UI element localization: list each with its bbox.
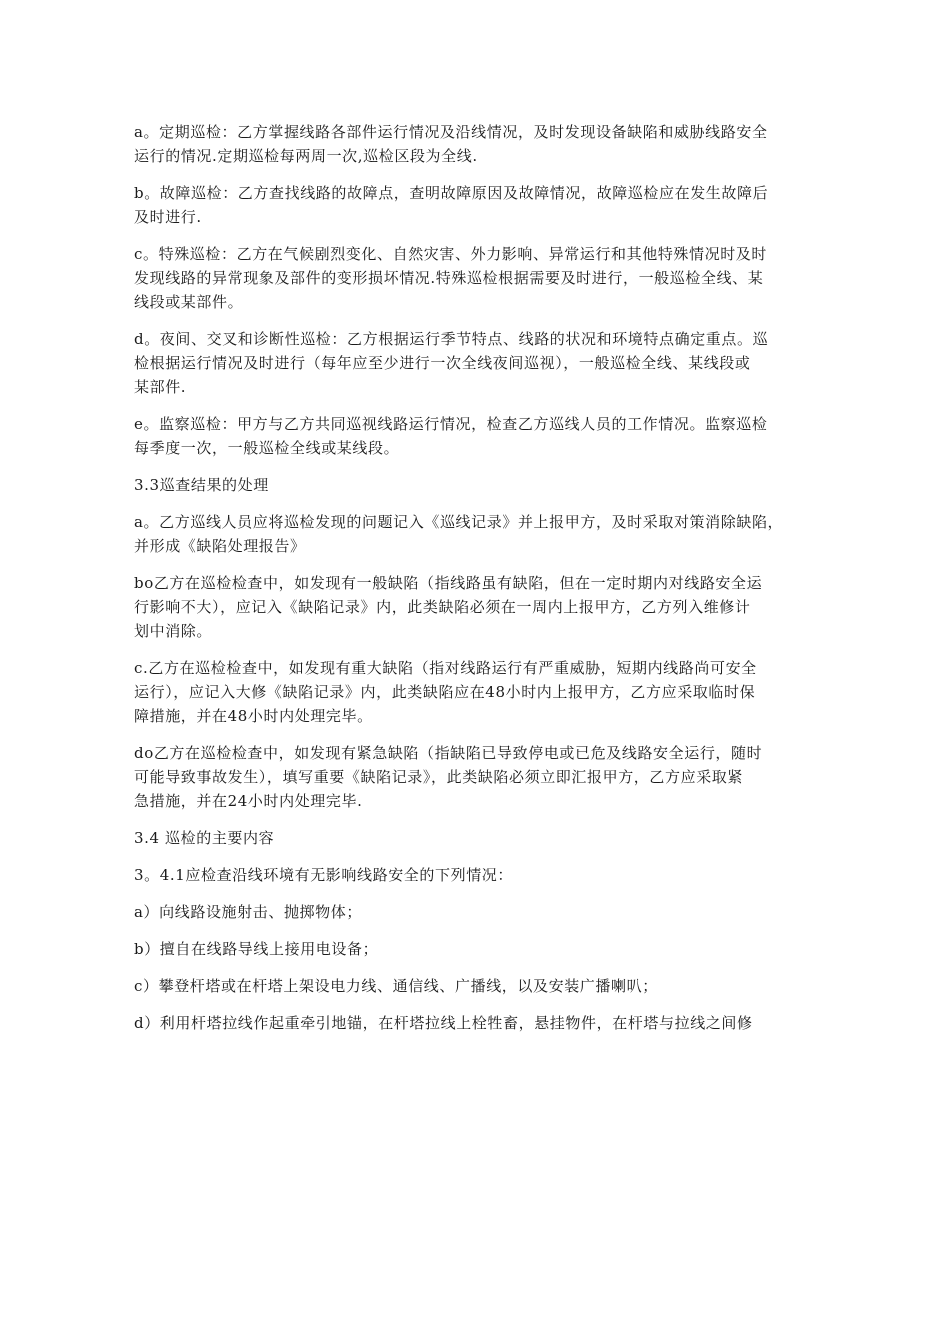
document-body [134, 120, 834, 1035]
list-item: a）向线路设施射击、抛掷物体； [134, 903, 362, 921]
section-heading: 3.4 巡检的主要内容 [134, 829, 275, 847]
subsection-heading: 3。4.1应检查沿线环境有无影响线路安全的下列情况： [134, 866, 514, 884]
text-line: 检根据运行情况及时进行（每年应至少进行一次全线夜间巡视），一般巡检全线、某线段或 [134, 354, 751, 372]
text-line: c。特殊巡检：乙方在气候剧烈变化、自然灾害、外力影响、异常运行和其他特殊情况时及时 [134, 245, 768, 263]
text-line: d。夜间、交叉和诊断性巡检：乙方根据运行季节特点、线路的状况和环境特点确定重点。巡 [134, 330, 769, 348]
list-item: c）攀登杆塔或在杆塔上架设电力线、通信线、广播线，以及安装广播喇叭； [134, 977, 658, 995]
text-line: a。乙方巡线人员应将巡检发现的问题记入《巡线记录》并上报甲方，及时采取对策消除缺陷， [134, 513, 784, 531]
text-line: a。定期巡检：乙方掌握线路各部件运行情况及沿线情况，及时发现设备缺陷和威胁线路安全 [134, 123, 768, 141]
text-line: e。监察巡检：甲方与乙方共同巡视线路运行情况，检查乙方巡线人员的工作情况。监察巡检 [134, 415, 768, 433]
text-line: 某部件. [134, 378, 187, 396]
text-line: 发现线路的异常现象及部件的变形损坏情况.特殊巡检根据需要及时进行，一般巡检全线、某 [134, 269, 764, 287]
text-line: bo乙方在巡检检查中，如发现有一般缺陷（指线路虽有缺陷，但在一定时期内对线路安全运 [134, 574, 763, 592]
text-line: 障措施，并在48小时内处理完毕。 [134, 707, 373, 725]
section-heading: 3.3巡查结果的处理 [134, 476, 269, 494]
text-line: 并形成《缺陷处理报告》 [134, 537, 306, 555]
text-line: 线段或某部件。 [134, 293, 244, 311]
text-line: 及时进行. [134, 208, 202, 226]
text-line: do乙方在巡检检查中，如发现有紧急缺陷（指缺陷已导致停电或已危及线路安全运行，随时 [134, 744, 763, 762]
list-item: d）利用杆塔拉线作起重牵引地锚，在杆塔拉线上栓牲畜，悬挂物件，在杆塔与拉线之间修 [134, 1014, 753, 1032]
text-line: 划中消除。 [134, 622, 213, 640]
list-item: b）擅自在线路导线上接用电设备； [134, 940, 379, 958]
text-line: 每季度一次，一般巡检全线或某线段。 [134, 439, 400, 457]
text-line: 行影响不大），应记入《缺陷记录》内，此类缺陷必须在一周内上报甲方，乙方列入维修计 [134, 598, 751, 616]
text-line: 运行的情况.定期巡检每两周一次,巡检区段为全线. [134, 147, 478, 165]
text-line: 运行），应记入大修《缺陷记录》内，此类缺陷应在48小时内上报甲方，乙方应采取临时保 [134, 683, 756, 701]
text-line: 急措施，并在24小时内处理完毕. [134, 792, 363, 810]
text-line: c.乙方在巡检检查中，如发现有重大缺陷（指对线路运行有严重威胁，短期内线路尚可安全 [134, 659, 757, 677]
text-line: 可能导致事故发生），填写重要《缺陷记录》，此类缺陷必须立即汇报甲方，乙方应采取紧 [134, 768, 744, 786]
text-line: b。故障巡检：乙方查找线路的故障点，查明故障原因及故障情况，故障巡检应在发生故障后 [134, 184, 769, 202]
